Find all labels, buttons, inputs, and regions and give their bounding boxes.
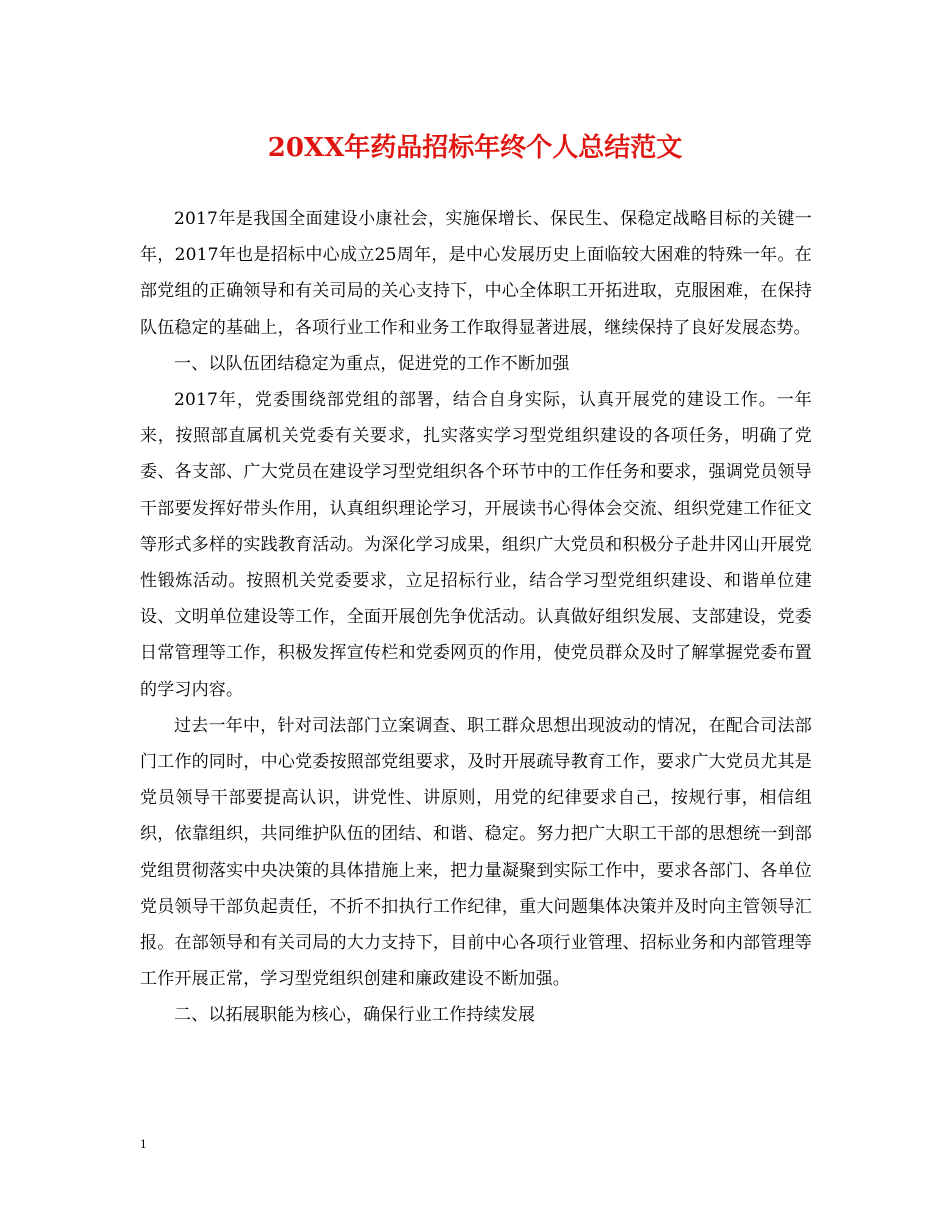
document-body <box>140 201 812 1034</box>
paragraph-intro: 2017年是我国全面建设小康社会，实施保增长、保民生、保稳定战略目标的关键一年，2017年也是招标中心成立25周年，是中心发展历史上面临较大困难的特殊一年。在部党组的正确领导和有关司局的关心支持下，中心全体职工开拓进取，克服困难，在保持队伍稳定的基础上，各项行业工作和业务工作取得显著进展，继续保持了良好发展态势。 <box>140 209 812 338</box>
paragraph-party-building: 2017年，党委围绕部党组的部署，结合自身实际，认真开展党的建设工作。一年来，按照部直属机关党委有关要求，扎实落实学习型党组织建设的各项任务，明确了党委、各支部、广大党员在建设学习型党组织各个环节中的工作任务和要求，强调党员领导干部要发挥好带头作用，认真组织理论学习，开展读书心得体会交流、组织党建工作征文等形式多样的实践教育活动。为深化学习成果，组织广大党员和积极分子赴井冈山开展党性锻炼活动。按照机关党委要求，立足招标行业，结合学习型党组织建设、和谐单位建设、文明单位建设等工作，全面开展创先争优活动。认真做好组织发展、支部建设，党委日常管理等工作，积极发挥宣传栏和党委网页的作用，使党员群众及时了解掌握党委布置的学习内容。 <box>140 390 812 700</box>
paragraph-past-year: 过去一年中，针对司法部门立案调查、职工群众思想出现波动的情况，在配合司法部门工作的同时，中心党委按照部党组要求，及时开展疏导教育工作，要求广大党员尤其是党员领导干部要提高认识，讲党性、讲原则，用党的纪律要求自己，按规行事，相信组织，依靠组织，共同维护队伍的团结、和谐、稳定。努力把广大职工干部的思想统一到部党组贯彻落实中央决策的具体措施上来，把力量凝聚到实际工作中，要求各部门、各单位党员领导干部负起责任，不折不扣执行工作纪律，重大问题集体决策并及时向主管领导汇报。在部领导和有关司局的大力支持下，目前中心各项行业管理、招标业务和内部管理等工作开展正常，学习型党组织创建和廉政建设不断加强。 <box>140 715 812 990</box>
page-number: 1 <box>140 1136 147 1151</box>
section-heading-1: 一、以队伍团结稳定为重点，促进党的工作不断加强 <box>174 353 570 374</box>
section-heading-2: 二、以拓展职能为核心，确保行业工作持续发展 <box>174 1005 536 1026</box>
document-title: 20XX年药品招标年终个人总结范文 <box>267 133 683 163</box>
